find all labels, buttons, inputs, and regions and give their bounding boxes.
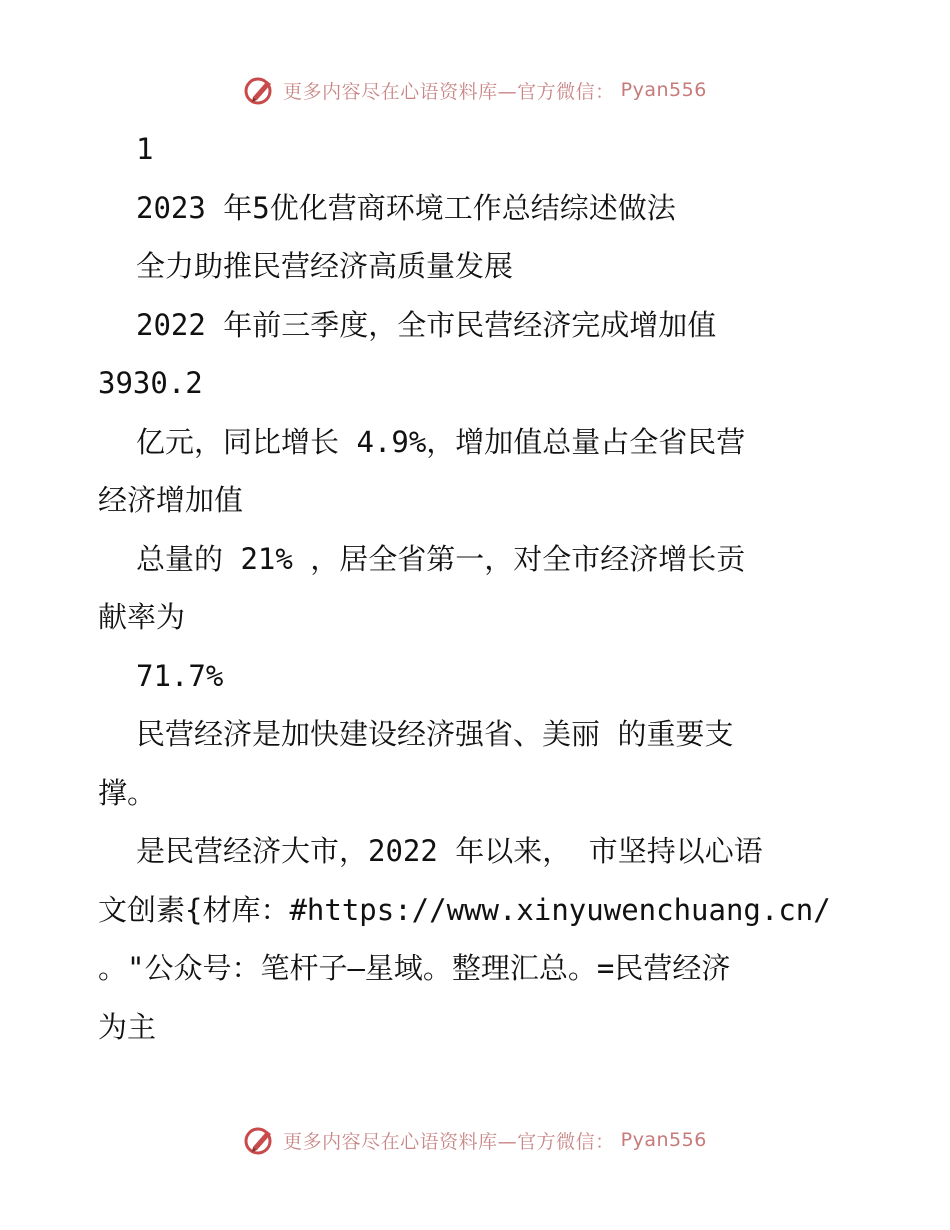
text-line-8: 总量的 21% ，居全省第一，对全市经济增长贡 <box>136 541 746 576</box>
watermark-wechat-id: Pyan556 <box>620 1129 707 1151</box>
text-line-4: 2022 年前三季度，全市民营经济完成增加值 <box>136 307 717 342</box>
text-line-1: 1 <box>136 132 154 166</box>
text-line-6: 亿元，同比增长 4.9%，增加值总量占全省民营 <box>136 424 746 459</box>
document-body <box>98 120 858 1056</box>
text-line-10: 71.7% <box>136 658 224 693</box>
text-line-11: 民营经济是加快建设经济强省、美丽 的重要支 <box>136 717 734 751</box>
pen-circle-icon <box>243 1123 277 1157</box>
watermark-wechat-id: Pyan556 <box>620 79 707 101</box>
text-line-3: 全力助推民营经济高质量发展 <box>136 249 514 283</box>
pen-circle-icon <box>243 73 277 107</box>
text-line-5: 3930.2 <box>98 366 203 400</box>
text-line-9: 献率为 <box>98 600 186 634</box>
watermark-footer <box>0 1120 950 1160</box>
text-line-16: 为主 <box>98 1009 157 1044</box>
text-line-15: 。"公众号：笔杆子—星域。整理汇总。=民营经济 <box>98 951 731 985</box>
text-line-14: 文创素{材库：#https://www.xinyuwenchuang.cn/ <box>98 892 831 927</box>
watermark-text: 更多内容尽在心语资料库—官方微信： <box>283 80 615 103</box>
watermark-text: 更多内容尽在心语资料库—官方微信： <box>283 1130 615 1153</box>
text-line-13: 是民营经济大市，2022 年以来， 市坚持以心语 <box>136 834 763 868</box>
text-line-7: 经济增加值 <box>98 483 244 517</box>
text-line-2: 2023 年5优化营商环境工作总结综述做法 <box>136 190 676 225</box>
watermark-header <box>0 70 950 110</box>
text-line-12: 撑。 <box>98 775 157 810</box>
